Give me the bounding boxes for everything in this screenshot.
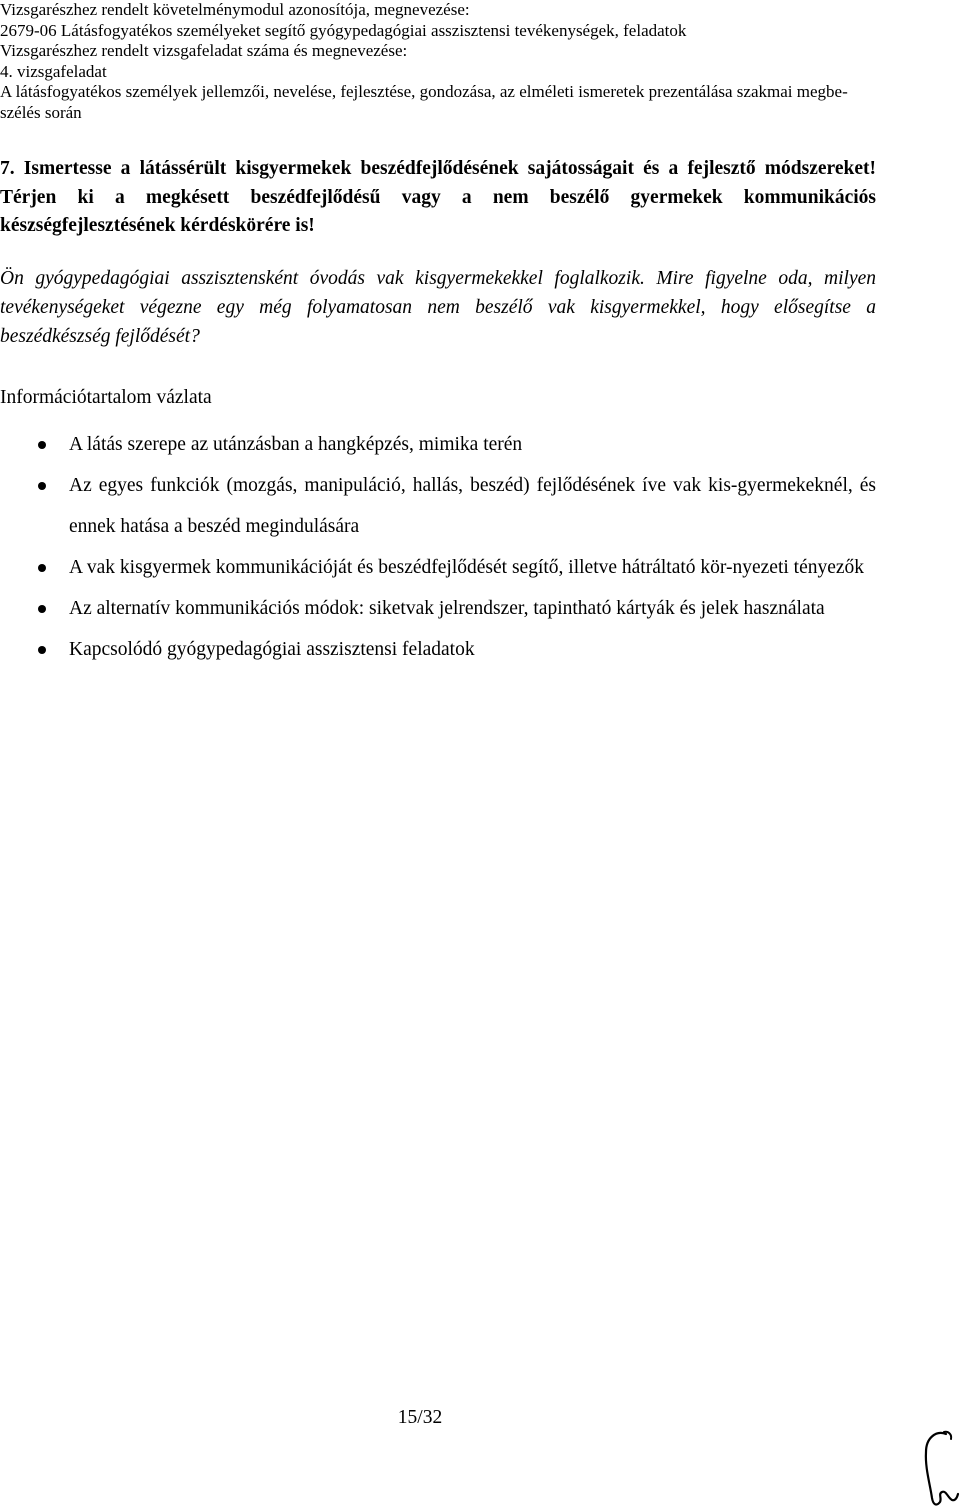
header-module-name: 2679-06 Látásfogyatékos személyeket segítő gyógypedagógiai asszisztensi tevékenységek, feladatok: [0, 20, 687, 40]
question-text: 7. Ismertesse a látássérült kisgyermekek beszédfejlődésének sajátosságait és a fejlesztő módszereket! Térjen ki a megkésett beszédfejlődésű vagy a nem beszélő gyermekek kommunikációs készségfejlesztésének kérdéskörére is!: [0, 158, 876, 236]
scenario-text: Ön gyógypedagógiai asszisztensként óvodás vak kisgyermekekkel foglalkozik. Mire figyelne oda, milyen tevékenységeket végezne egy még folyamatosan nem beszélő vak kisgyermekkel, hogy elősegítse a beszédkészség fejlődését?: [0, 268, 876, 347]
header-module-label: Vizsgarészhez rendelt követelménymodul azonosítója, megnevezése:: [0, 0, 470, 19]
bullet-icon: [38, 564, 46, 572]
outline-item-text: Az egyes funkciók (mozgás, manipuláció, hallás, beszéd) fejlődésének íve vak kis-gyermekeknél, és ennek hatása a beszéd megindulására: [69, 475, 876, 537]
bullet-icon: [38, 482, 46, 490]
outline-item-text: A látás szerepe az utánzásban a hangképzés, mimika terén: [69, 434, 523, 455]
header-task-number: 4. vizsgafeladat: [0, 61, 107, 81]
outline-item-text: Az alternatív kommunikációs módok: siketvak jelrendszer, tapintható kártyák és jelek használata: [69, 598, 825, 619]
outline-item: [0, 588, 876, 629]
outline-item: [0, 547, 876, 588]
bullet-icon: [38, 605, 46, 613]
bullet-icon: [38, 441, 46, 449]
outline-item-text: A vak kisgyermek kommunikációját és beszédfejlődését segítő, illetve hátráltató kör-nyezeti tényezők: [69, 557, 865, 578]
outline-item: [0, 465, 876, 547]
document-header: [0, 0, 880, 123]
outline-item-text: Kapcsolódó gyógypedagógiai asszisztensi feladatok: [69, 639, 475, 660]
outline-title: Információtartalom vázlata: [0, 387, 212, 408]
outline-list: [0, 424, 876, 670]
bullet-icon: [38, 646, 46, 654]
outline-item: [0, 424, 876, 465]
header-task-label: Vizsgarészhez rendelt vizsgafeladat száma és megnevezése:: [0, 41, 408, 60]
header-task-name: A látásfogyatékos személyek jellemzői, nevelése, fejlesztése, gondozása, az elméleti ismeretek prezentálása szakmai megbe-szélés során: [0, 82, 848, 122]
handwritten-signature-icon: [918, 1428, 960, 1509]
outline-item: [0, 629, 876, 670]
page-number: 15/32: [397, 1407, 443, 1428]
